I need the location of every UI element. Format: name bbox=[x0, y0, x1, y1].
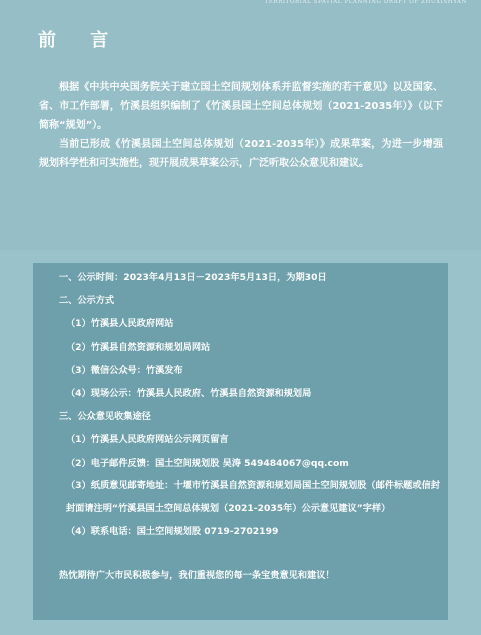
header-caption: TERRITORIAL SPATIAL PLANNING DRAFT OF ZHUXISHYAN bbox=[264, 0, 467, 5]
method-item: （2）竹溪县自然资源和规划局网站 bbox=[66, 341, 211, 353]
closing-message: 热忱期待广大市民积极参与，我们重视您的每一条宝贵意见和建议！ bbox=[59, 569, 335, 581]
method-item: （3）微信公众号：竹溪发布 bbox=[66, 364, 183, 376]
method-heading: 二、公示方式 bbox=[59, 295, 115, 307]
channel-heading: 三、公众意见收集途径 bbox=[59, 411, 151, 423]
intro-paragraph-1: 根据《中共中央国务院关于建立国土空间规划体系并监督实施的若干意见》以及国家、省、市工作部署，竹溪县组织编制了《竹溪县国土空间总体规划（2021-2035年）》（以下简称“规划”）。 bbox=[39, 82, 443, 131]
channel-item-mail-address: （3）纸质意见邮寄地址：十堰市竹溪县自然资源和规划局国土空间规划股（邮件标题或信封封面请注明“竹溪县国土空间总体规划（2021-2035年）公示意见建议”字样） bbox=[66, 479, 440, 514]
method-item: （1）竹溪县人民政府网站 bbox=[66, 318, 174, 330]
channel-item-phone: （4）联系电话：国土空间规划股 0719-2702199 bbox=[66, 526, 279, 538]
channel-item-email: （2）电子邮件反馈：国土空间规划股 吴涛 549484067@qq.com bbox=[66, 457, 349, 469]
intro-section bbox=[39, 78, 443, 173]
page-title: 前 言 bbox=[38, 30, 123, 51]
notice-content bbox=[59, 266, 442, 586]
intro-paragraph-2: 当前已形成《竹溪县国土空间总体规划（2021-2035年）》成果草案，为进一步增强规划科学性和可实施性，现开展成果草案公示，广泛听取公众意见和建议。 bbox=[39, 139, 443, 169]
channel-item: （1）竹溪县人民政府网站公示网页留言 bbox=[66, 434, 229, 446]
method-item: （4）现场公示：竹溪县人民政府、竹溪县自然资源和规划局 bbox=[66, 388, 312, 400]
notice-period: 一、公示时间：2023年4月13日－2023年5月13日，为期30日 bbox=[59, 272, 327, 283]
